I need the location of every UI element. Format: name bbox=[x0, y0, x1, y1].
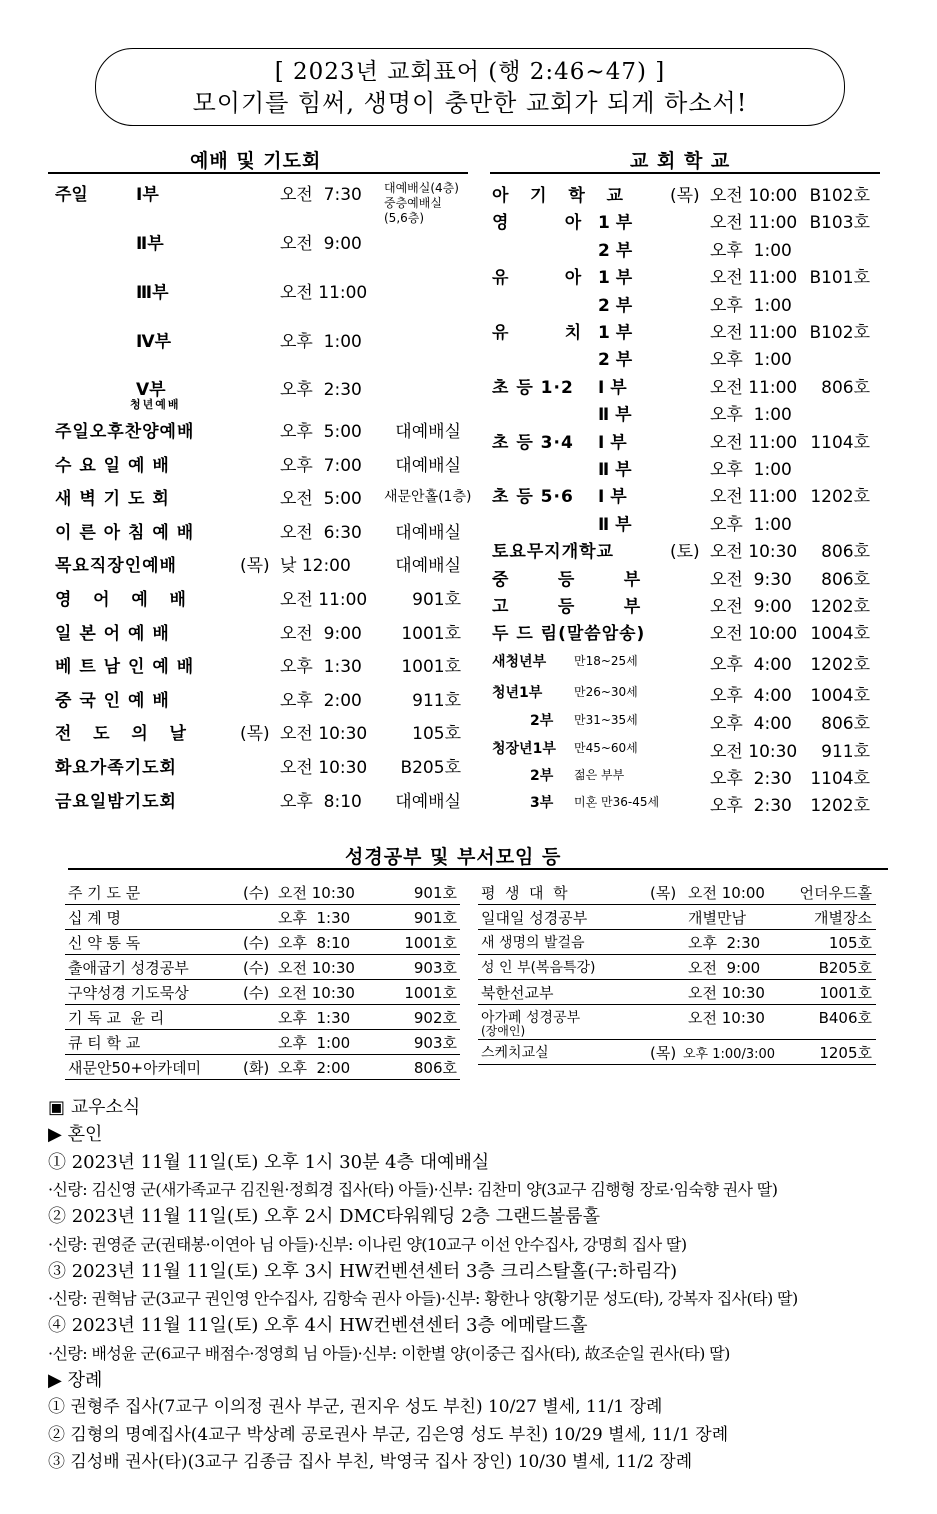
youth-name: 청장년1부 bbox=[492, 741, 556, 757]
school-place: 1104호 bbox=[810, 432, 870, 453]
study-row bbox=[65, 930, 460, 955]
study-row bbox=[478, 1040, 876, 1065]
study-name: 북한선교부 bbox=[481, 984, 554, 1002]
study-place: 개별장소 bbox=[814, 909, 872, 927]
study-name: 주 기 도 문 bbox=[68, 884, 141, 902]
wedding-when: ② 2023년 11월 11일(토) 오후 2시 DMC타워웨딩 2층 그랜드볼룸홀 bbox=[48, 1206, 600, 1228]
school-time: 오후 1:00 bbox=[710, 460, 792, 480]
study-time: 개별만남 bbox=[688, 909, 746, 927]
school-place: 1202호 bbox=[810, 487, 870, 508]
worship-place: 901호 bbox=[412, 590, 461, 610]
motto-title: [ 2023년 교회표어 (행 2:46~47) ] bbox=[274, 59, 666, 85]
study-name-sub: (장애인) bbox=[481, 1024, 526, 1038]
school-place: 1004호 bbox=[810, 624, 870, 645]
worship-name: 화요가족기도회 bbox=[55, 758, 177, 778]
study-row bbox=[478, 880, 876, 905]
wedding-title: ▶ 혼인 bbox=[48, 1124, 103, 1146]
study-time: 오후 2:00 bbox=[278, 1059, 351, 1077]
school-time: 오전 11:00 bbox=[710, 213, 798, 234]
wedding-who: ·신랑: 권영준 군(권태봉·이연아 님 아들)·신부: 이나린 양(10교구 이선 안수집사, 강명희 집사 딸) bbox=[48, 1234, 687, 1254]
school-time: 오후 1:00 bbox=[710, 350, 792, 371]
study-row bbox=[478, 1005, 876, 1040]
study-place: B205호 bbox=[818, 959, 872, 977]
wedding-who: ·신랑: 김신영 군(새가족교구 김진원·정희경 집사(타) 아들)·신부: 김찬미 양(3교구 김행형 장로·임숙향 권사 딸) bbox=[48, 1179, 778, 1199]
worship-place: 911호 bbox=[412, 690, 461, 711]
study-day: (수) bbox=[243, 934, 270, 952]
worship-title: 예배 및 기도회 bbox=[190, 150, 322, 172]
school-name: 유 치 bbox=[492, 323, 583, 343]
school-time: 오전 11:00 bbox=[710, 323, 798, 343]
school-row bbox=[0, 482, 937, 506]
study-row bbox=[65, 955, 460, 980]
youth-row bbox=[0, 791, 937, 815]
youth-age: 만31~35세 bbox=[574, 713, 638, 727]
school-divider bbox=[490, 172, 880, 174]
worship-time: 오후 5:00 bbox=[280, 422, 362, 442]
study-time: 오전 10:30 bbox=[688, 1009, 765, 1027]
study-time: 오전 10:30 bbox=[278, 959, 355, 977]
study-name: 큐 티 학 교 bbox=[68, 1034, 141, 1052]
study-name: 기 독 교 윤 리 bbox=[68, 1009, 165, 1027]
school-time: 오후 1:00 bbox=[710, 514, 792, 535]
worship-name: 새 벽 기 도 회 bbox=[55, 489, 170, 510]
study-row bbox=[65, 905, 460, 930]
study-divider bbox=[68, 868, 888, 870]
school-row bbox=[0, 565, 937, 589]
school-time: 오전 10:00 bbox=[710, 186, 798, 206]
worship-place: 1001호 bbox=[401, 657, 461, 678]
school-name: 두 드 림(말씀암송) bbox=[492, 624, 646, 645]
school-time: 오후 1:00 bbox=[710, 240, 792, 261]
study-time: 오전 9:00 bbox=[688, 959, 761, 977]
worship-part: Ⅱ부 bbox=[136, 234, 164, 254]
school-row bbox=[0, 291, 937, 315]
worship-time: 오전 11:00 bbox=[280, 283, 368, 303]
study-day: (목) bbox=[650, 1044, 677, 1062]
school-row bbox=[0, 619, 937, 643]
school-row bbox=[0, 592, 937, 616]
school-name: 초 등 3·4 bbox=[492, 432, 574, 453]
youth-row bbox=[0, 737, 937, 761]
school-name: 아 기 학 교 bbox=[492, 186, 624, 206]
study-row bbox=[65, 880, 460, 905]
study-row bbox=[65, 1055, 460, 1080]
school-name: 유 아 bbox=[492, 268, 583, 289]
school-place: B101호 bbox=[809, 268, 870, 289]
youth-name: 2부 bbox=[530, 768, 554, 784]
school-part: Ⅰ 부 bbox=[598, 432, 627, 453]
youth-place: 806호 bbox=[821, 714, 870, 734]
worship-time: 오후 8:10 bbox=[280, 791, 362, 812]
youth-age: 만45~60세 bbox=[574, 741, 638, 755]
worship-time: 오전 11:00 bbox=[280, 590, 368, 610]
worship-time: 오전 9:00 bbox=[280, 234, 362, 254]
worship-part: Ⅴ부 bbox=[136, 380, 166, 400]
youth-time: 오후 2:30 bbox=[710, 769, 792, 789]
worship-part: Ⅲ부 bbox=[136, 283, 169, 303]
school-row bbox=[0, 455, 937, 479]
study-name: 성 인 부(복음특강) bbox=[481, 960, 596, 976]
sunday-place-line: (5,6층) bbox=[384, 211, 425, 225]
wedding-when: ④ 2023년 11월 11일(토) 오후 4시 HW컨벤션센터 3층 에메랄드홀 bbox=[48, 1315, 588, 1337]
worship-place: 105호 bbox=[412, 724, 461, 745]
study-row bbox=[65, 1030, 460, 1055]
youth-name: 3부 bbox=[530, 795, 554, 811]
study-time: 오후 1:30 bbox=[278, 1009, 351, 1027]
study-time: 오전 10:30 bbox=[278, 884, 355, 902]
youth-place: 911호 bbox=[821, 742, 870, 762]
school-row bbox=[0, 537, 937, 561]
wedding-who: ·신랑: 권혁남 군(3교구 권인영 안수집사, 김항숙 권사 아들)·신부: 황한나 양(황기문 성도(타), 강복자 집사(타) 딸) bbox=[48, 1289, 798, 1309]
study-time: 오전 10:30 bbox=[688, 984, 765, 1002]
school-part: Ⅱ 부 bbox=[598, 514, 632, 535]
study-row bbox=[65, 1005, 460, 1030]
school-time: 오전 10:30 bbox=[710, 542, 798, 563]
study-place: 언더우드홀 bbox=[799, 884, 872, 902]
worship-place: B205호 bbox=[400, 758, 461, 778]
school-row bbox=[0, 345, 937, 369]
study-name: 새문안50+아카데미 bbox=[68, 1059, 202, 1077]
sunday-label: 주일 bbox=[55, 185, 88, 205]
school-time: 오전 11:00 bbox=[710, 268, 798, 289]
youth-time: 오후 4:00 bbox=[710, 714, 792, 734]
worship-name: 목요직장인예배 bbox=[55, 556, 177, 577]
study-row bbox=[65, 980, 460, 1005]
school-time: 오후 1:00 bbox=[710, 405, 792, 426]
study-place: 1001호 bbox=[404, 984, 457, 1002]
school-name: 토요무지개학교 bbox=[492, 542, 614, 563]
study-name: 출애굽기 성경공부 bbox=[68, 959, 189, 977]
study-name: 신 약 통 독 bbox=[68, 934, 141, 952]
school-row bbox=[0, 263, 937, 287]
school-place: 806호 bbox=[821, 377, 870, 398]
study-day: (화) bbox=[243, 1059, 270, 1077]
worship-name: 전 도 의 날 bbox=[55, 724, 187, 745]
school-name: 영 아 bbox=[492, 213, 583, 234]
school-part: 2 부 bbox=[598, 350, 633, 371]
school-time: 오전 9:00 bbox=[710, 597, 792, 617]
sunday-place-line: 중층예배실 bbox=[384, 196, 442, 210]
school-row bbox=[0, 428, 937, 452]
youth-age: 젊은 부부 bbox=[574, 768, 625, 782]
school-time: 오후 1:00 bbox=[710, 295, 792, 316]
study-title: 성경공부 및 부서모임 등 bbox=[345, 846, 562, 868]
school-time: 오전 11:00 bbox=[710, 377, 798, 398]
school-part: Ⅰ 부 bbox=[598, 377, 627, 398]
worship-time: 오전 10:30 bbox=[280, 758, 368, 778]
motto-text: 모이기를 힘써, 생명이 충만한 교회가 되게 하소서! bbox=[192, 89, 748, 117]
school-row bbox=[0, 400, 937, 424]
study-name: 십 계 명 bbox=[68, 909, 122, 927]
study-place: 903호 bbox=[413, 959, 457, 977]
worship-place: 1001호 bbox=[401, 623, 461, 644]
school-name: 중 등 부 bbox=[492, 569, 642, 590]
worship-divider bbox=[48, 172, 468, 174]
youth-place: 1202호 bbox=[810, 655, 870, 675]
school-time: 오전 9:30 bbox=[710, 569, 792, 590]
worship-time: 오전 6:30 bbox=[280, 522, 362, 543]
study-place: 901호 bbox=[413, 909, 457, 927]
worship-place: 대예배실 bbox=[395, 455, 461, 476]
worship-place: 대예배실 bbox=[395, 422, 461, 442]
study-day: (수) bbox=[243, 884, 270, 902]
youth-name: 2부 bbox=[530, 713, 554, 729]
school-part: 2 부 bbox=[598, 240, 633, 261]
study-row bbox=[478, 955, 876, 980]
worship-name: 중 국 인 예 배 bbox=[55, 690, 170, 711]
study-place: 806호 bbox=[413, 1059, 457, 1077]
worship-name: 수 요 일 예 배 bbox=[55, 455, 170, 476]
funeral-title: ▶ 장례 bbox=[48, 1370, 103, 1391]
worship-day: (목) bbox=[240, 556, 270, 577]
worship-day: (목) bbox=[240, 724, 270, 745]
youth-time: 오후 4:00 bbox=[710, 655, 792, 675]
study-row bbox=[478, 980, 876, 1005]
school-day: (목) bbox=[670, 186, 700, 206]
school-part: 1 부 bbox=[598, 268, 633, 289]
worship-time: 오전 7:30 bbox=[280, 185, 362, 205]
worship-time: 오전 9:00 bbox=[280, 623, 362, 644]
youth-age: 만18~25세 bbox=[574, 654, 638, 668]
news-title: ▣ 교우소식 bbox=[48, 1097, 141, 1118]
youth-time: 오후 4:00 bbox=[710, 686, 792, 706]
school-title: 교 회 학 교 bbox=[630, 150, 731, 172]
study-day: (수) bbox=[243, 984, 270, 1002]
study-time: 오후 1:00/3:00 bbox=[683, 1047, 776, 1062]
worship-time: 오전 10:30 bbox=[280, 724, 368, 745]
school-row bbox=[0, 181, 937, 205]
worship-part: Ⅰ부 bbox=[136, 185, 159, 205]
study-place: B406호 bbox=[818, 1009, 872, 1027]
school-row bbox=[0, 318, 937, 342]
study-place: 1001호 bbox=[819, 984, 872, 1002]
school-time: 오전 10:00 bbox=[710, 624, 798, 645]
worship-name: 베 트 남 인 예 배 bbox=[55, 657, 195, 678]
youth-row bbox=[0, 764, 937, 788]
worship-name: 금요일밤기도회 bbox=[55, 791, 177, 812]
school-time: 오전 11:00 bbox=[710, 487, 798, 508]
funeral-item: ② 김형의 명예집사(4교구 박상례 공로권사 부군, 김은영 성도 부친) 10/29 별세, 11/1 장례 bbox=[48, 1424, 729, 1445]
school-place: 1202호 bbox=[810, 597, 870, 617]
study-time: 오전 10:00 bbox=[688, 884, 765, 902]
school-name: 고 등 부 bbox=[492, 597, 642, 617]
funeral-item: ① 권형주 집사(7교구 이의정 권사 부군, 권지우 성도 부친) 10/27 별세, 11/1 장례 bbox=[48, 1397, 663, 1418]
youth-row bbox=[0, 681, 937, 705]
wedding-when: ③ 2023년 11월 11일(토) 오후 3시 HW컨벤션센터 3층 크리스탈홀(구:하림각) bbox=[48, 1260, 678, 1282]
worship-place: 새문안홀(1층) bbox=[384, 489, 472, 506]
worship-part: Ⅳ부 bbox=[136, 332, 172, 352]
school-row bbox=[0, 510, 937, 534]
study-name: 구약성경 기도묵상 bbox=[68, 984, 189, 1002]
school-part: 1 부 bbox=[598, 213, 633, 234]
wedding-when: ① 2023년 11월 11일(토) 오후 1시 30분 4층 대예배실 bbox=[48, 1151, 490, 1173]
worship-place: 대예배실 bbox=[395, 522, 461, 543]
worship-name: 주일오후찬양예배 bbox=[55, 422, 195, 442]
study-day: (목) bbox=[650, 884, 677, 902]
study-time: 오후 1:00 bbox=[278, 1034, 351, 1052]
school-part: Ⅰ 부 bbox=[598, 487, 627, 508]
study-place: 903호 bbox=[413, 1034, 457, 1052]
school-part: 1 부 bbox=[598, 323, 633, 343]
study-time: 오후 1:30 bbox=[278, 909, 351, 927]
youth-row bbox=[0, 709, 937, 733]
school-time: 오전 11:00 bbox=[710, 432, 798, 453]
study-time: 오후 8:10 bbox=[278, 934, 351, 952]
worship-place: 대예배실 bbox=[395, 556, 461, 577]
worship-time: 오후 2:00 bbox=[280, 690, 362, 711]
study-place: 901호 bbox=[413, 884, 457, 902]
school-place: B102호 bbox=[809, 186, 870, 206]
study-time: 오전 10:30 bbox=[278, 984, 355, 1002]
worship-time: 낮 12:00 bbox=[280, 556, 351, 577]
school-part: Ⅱ 부 bbox=[598, 405, 632, 426]
youth-name: 청년1부 bbox=[492, 685, 543, 701]
school-row bbox=[0, 208, 937, 232]
youth-worship-note: 청년예배 bbox=[130, 398, 181, 411]
study-place: 1205호 bbox=[819, 1044, 872, 1062]
study-name: 일대일 성경공부 bbox=[481, 909, 588, 927]
study-name: 새 생명의 발걸음 bbox=[481, 935, 585, 951]
motto-banner bbox=[95, 48, 845, 126]
sunday-place-line: 대예배실(4층) bbox=[384, 181, 459, 195]
worship-name: 이 른 아 침 예 배 bbox=[55, 522, 195, 543]
school-part: 2 부 bbox=[598, 295, 633, 316]
youth-place: 1104호 bbox=[810, 769, 870, 789]
youth-place: 1202호 bbox=[810, 796, 870, 816]
school-place: 806호 bbox=[821, 569, 870, 590]
study-day: (수) bbox=[243, 959, 270, 977]
study-time: 오후 2:30 bbox=[688, 934, 761, 952]
study-place: 105호 bbox=[828, 934, 872, 952]
funeral-item: ③ 김성배 권사(타)(3교구 김종금 집사 부친, 박영국 집사 장인) 10/30 별세, 11/2 장례 bbox=[48, 1451, 693, 1472]
worship-place: 대예배실 bbox=[395, 791, 461, 812]
study-place: 1001호 bbox=[404, 934, 457, 952]
youth-age: 만26~30세 bbox=[574, 685, 638, 699]
school-place: 806호 bbox=[821, 542, 870, 563]
study-name: 평 생 대 학 bbox=[481, 884, 568, 902]
study-name: 스케치교실 bbox=[481, 1045, 549, 1061]
worship-name: 영 어 예 배 bbox=[55, 590, 187, 610]
school-place: B102호 bbox=[809, 323, 870, 343]
study-place: 902호 bbox=[413, 1009, 457, 1027]
school-place: B103호 bbox=[809, 213, 870, 234]
youth-name: 새청년부 bbox=[492, 654, 547, 670]
youth-row bbox=[0, 650, 937, 674]
study-name: 아가페 성경공부 bbox=[481, 1010, 581, 1026]
school-part: Ⅱ 부 bbox=[598, 460, 632, 480]
youth-time: 오전 10:30 bbox=[710, 742, 798, 762]
worship-time: 오전 5:00 bbox=[280, 489, 362, 510]
worship-time: 오후 7:00 bbox=[280, 455, 362, 476]
study-row bbox=[478, 930, 876, 955]
school-name: 초 등 1·2 bbox=[492, 377, 574, 398]
youth-time: 오후 2:30 bbox=[710, 796, 792, 816]
school-name: 초 등 5·6 bbox=[492, 487, 574, 508]
youth-place: 1004호 bbox=[810, 686, 870, 706]
worship-time: 오후 1:30 bbox=[280, 657, 362, 678]
worship-time: 오후 2:30 bbox=[280, 380, 362, 400]
worship-time: 오후 1:00 bbox=[280, 332, 362, 352]
youth-age: 미혼 만36-45세 bbox=[574, 795, 660, 809]
wedding-who: ·신랑: 배성윤 군(6교구 배점수·정영희 님 아들)·신부: 이한별 양(이중근 집사(타), 故조순일 권사(타) 딸) bbox=[48, 1343, 730, 1363]
school-day: (토) bbox=[670, 542, 700, 563]
school-row bbox=[0, 373, 937, 397]
school-row bbox=[0, 236, 937, 260]
study-row bbox=[478, 905, 876, 930]
worship-name: 일 본 어 예 배 bbox=[55, 623, 170, 644]
